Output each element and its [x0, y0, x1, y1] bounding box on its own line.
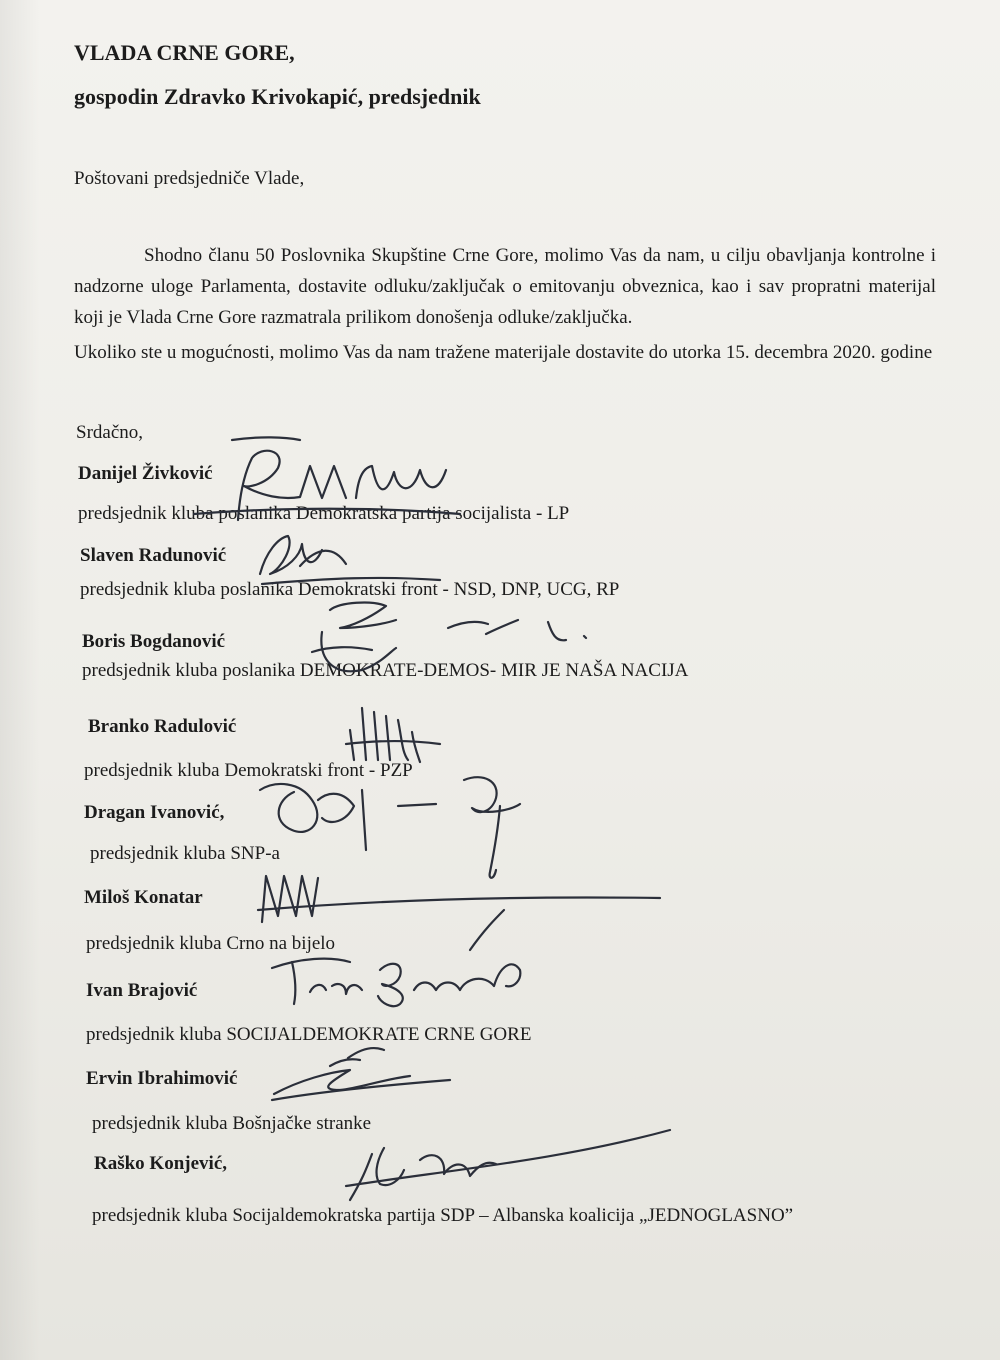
closing: Srdačno, — [76, 422, 144, 443]
signatory-name: Slaven Radunović — [80, 545, 227, 566]
body-paragraph-1-text: Shodno članu 50 Poslovnika Skupštine Crne Gore, molimo Vas da nam, u cilju obavljanja kontrolne i nadzorne uloge Parlamenta, dostavite odluku/zaključak o emitovanju obveznica, kao i sav propratni materijal koji je Vlada Crne Gore razmatrala prilikom donošenja odluke/zaključka. — [74, 245, 936, 328]
signatory-title: predsjednik kluba poslanika Demokratski front - NSD, DNP, UCG, RP — [80, 579, 620, 600]
signature-ibrahimovic — [272, 1048, 450, 1100]
signatory-name: Danijel Živković — [78, 463, 213, 484]
signature-brajovic — [272, 959, 520, 1007]
signatory-name: Boris Bogdanović — [82, 631, 226, 652]
signatory-title: predsjednik kluba poslanika DEMOKRATE-DEMOS- MIR JE NAŠA NACIJA — [82, 660, 689, 681]
signature-radulovic — [346, 708, 440, 762]
signatory-title: predsjednik kluba Socijaldemokratska partija SDP – Albanska koalicija „JEDNOGLASNO” — [92, 1205, 794, 1226]
recipient-heading: VLADA CRNE GORE, — [74, 40, 295, 65]
signatory-name: Miloš Konatar — [84, 887, 203, 908]
signatory-name: Dragan Ivanović, — [84, 802, 225, 823]
signatory-name: Ivan Brajović — [86, 980, 198, 1001]
salutation: Poštovani predsjedniče Vlade, — [74, 168, 305, 189]
signatory-name: Raško Konjević, — [94, 1153, 227, 1174]
signatory-title: predsjednik kluba poslanika Demokratska partija socijalista - LP — [78, 503, 570, 524]
signatory-name: Ervin Ibrahimović — [86, 1068, 238, 1089]
signatory-title: predsjednik kluba SNP-a — [90, 843, 280, 864]
signatory-title: predsjednik kluba Crno na bijelo — [86, 933, 336, 954]
signatory-name: Branko Radulović — [88, 716, 237, 737]
signature-konjevic — [346, 1130, 670, 1200]
signature-ivanovic — [260, 777, 520, 878]
addressee-line: gospodin Zdravko Krivokapić, predsjednik — [74, 84, 481, 109]
signatory-title: predsjednik kluba Bošnjačke stranke — [92, 1113, 372, 1134]
body-paragraph-1 — [74, 240, 936, 333]
signature-radunovic — [260, 536, 440, 584]
signatory-title: predsjednik kluba SOCIJALDEMOKRATE CRNE GORE — [86, 1024, 532, 1045]
signatory-title: predsjednik kluba Demokratski front - PZP — [84, 760, 413, 781]
body-paragraph-2-text: Ukoliko ste u mogućnosti, molimo Vas da nam tražene materijale dostavite do utorka 15. decembra 2020. godine — [74, 342, 933, 363]
body-paragraph-2 — [74, 337, 936, 368]
